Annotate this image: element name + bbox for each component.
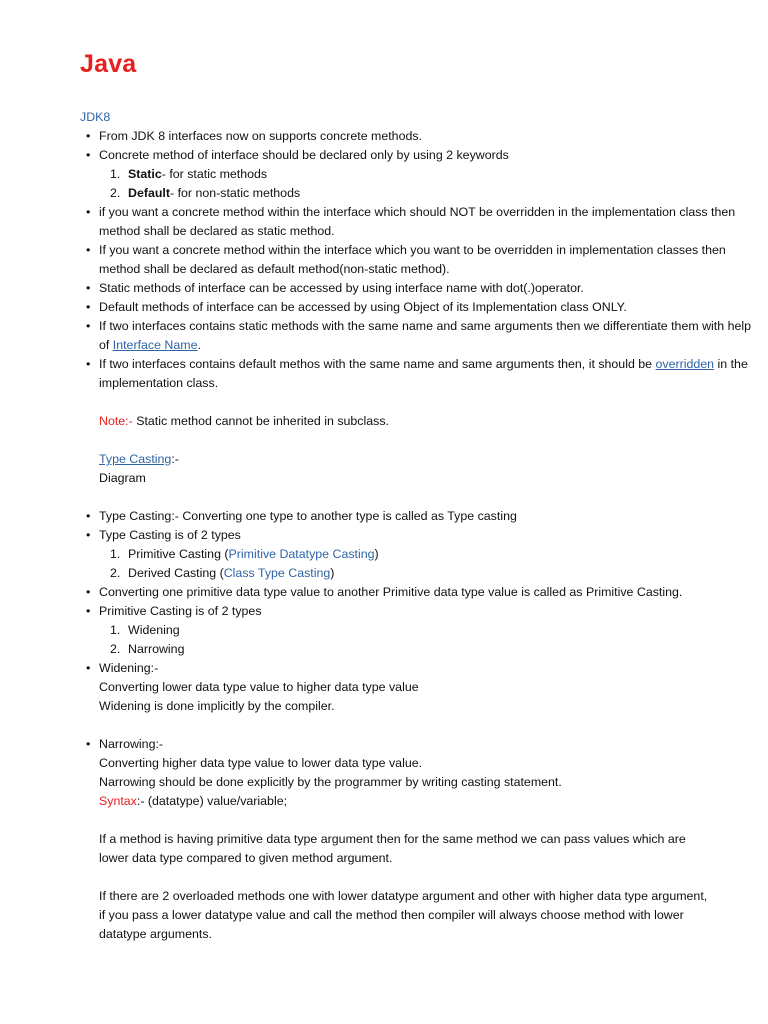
list-item xyxy=(80,355,764,393)
list-item: • Type Casting is of 2 types xyxy=(80,526,764,545)
note-label: Note:- xyxy=(99,414,133,428)
paragraph-line: datatype arguments. xyxy=(99,927,212,941)
paragraph-overloading xyxy=(80,887,764,944)
spacer xyxy=(80,488,764,507)
widening-heading: • Widening:- xyxy=(99,661,159,675)
widening-line: Converting lower data type value to higher data type value xyxy=(99,680,419,694)
list-item: • Default methods of interface can be accessed by using Object of its Implementation class ONLY. xyxy=(80,298,764,317)
heading-suffix: :- xyxy=(171,452,179,466)
jdk8-list-a xyxy=(80,127,764,165)
item-text: ) xyxy=(374,547,379,561)
paragraph-line: If a method is having primitive data type argument then for the same method we can pass values which are xyxy=(99,832,686,846)
type-casting-link[interactable]: Type Casting xyxy=(99,452,172,466)
list-item: • If you want a concrete method within the interface which you want to be overridden in implementation classes then method shall be declared as default method(non-static method). xyxy=(80,241,764,279)
item-number: 1. xyxy=(110,167,121,181)
syntax-text: :- (datatype) value/variable; xyxy=(136,794,288,808)
item-number: 2. xyxy=(110,186,121,200)
widening-list xyxy=(80,659,764,716)
item-text: Widening xyxy=(128,623,180,637)
narrowing-line: Narrowing should be done explicitly by the programmer by writing casting statement. xyxy=(99,775,562,789)
list-item xyxy=(80,659,764,716)
spacer xyxy=(80,811,764,830)
item-text: ) xyxy=(330,566,335,580)
item-text: If two interfaces contains default methos with the same name and same arguments then, it should be xyxy=(99,357,656,371)
document-body xyxy=(80,108,764,944)
item-colored-text: Class Type Casting xyxy=(223,566,331,580)
diagram-label: Diagram xyxy=(99,471,146,485)
list-item: • Type Casting:- Converting one type to another type is called as Type casting xyxy=(80,507,764,526)
widening-line: Widening is done implicitly by the compiler. xyxy=(99,699,335,713)
type-casting-list xyxy=(80,507,764,545)
jdk8-list-b xyxy=(80,203,764,393)
spacer xyxy=(80,431,764,450)
keyword-desc: - for static methods xyxy=(161,167,268,181)
syntax-line xyxy=(99,792,764,811)
item-colored-text: Primitive Datatype Casting xyxy=(228,547,375,561)
overridden-link[interactable]: overridden xyxy=(655,357,715,371)
list-item xyxy=(80,165,764,184)
spacer xyxy=(80,393,764,412)
interface-name-link[interactable]: Interface Name xyxy=(112,338,198,352)
list-item xyxy=(80,317,764,355)
list-item: • Static methods of interface can be accessed by using interface name with dot(.)operator. xyxy=(80,279,764,298)
list-item: • if you want a concrete method within the interface which should NOT be overridden in the implementation class then method shall be declared as static method. xyxy=(80,203,764,241)
type-casting-heading xyxy=(80,450,764,469)
casting-types-list xyxy=(80,545,764,583)
paragraph-line: if you pass a lower datatype value and call the method then compiler will always choose method with lower xyxy=(99,908,684,922)
spacer xyxy=(80,868,764,887)
item-number: 1. xyxy=(110,547,121,561)
item-text: Derived Casting ( xyxy=(128,566,224,580)
list-item: • From JDK 8 interfaces now on supports concrete methods. xyxy=(80,127,764,146)
narrowing-heading: • Narrowing:- xyxy=(99,737,164,751)
primitive-types-list xyxy=(80,621,764,659)
list-item: • Primitive Casting is of 2 types xyxy=(80,602,764,621)
list-item xyxy=(80,621,764,640)
item-text: Narrowing xyxy=(128,642,185,656)
list-item xyxy=(80,640,764,659)
keyword-desc: - for non-static methods xyxy=(170,186,301,200)
list-item xyxy=(80,735,764,811)
list-item xyxy=(80,545,764,564)
keyword-list xyxy=(80,165,764,203)
item-number: 2. xyxy=(110,566,121,580)
item-text: in the implementation class. xyxy=(99,357,748,390)
item-number: 1. xyxy=(110,623,121,637)
list-item xyxy=(80,184,764,203)
item-text: Primitive Casting ( xyxy=(128,547,229,561)
item-text: If two interfaces contains static methods with the same name and same arguments then we differentiate them with help of xyxy=(99,319,751,352)
list-item xyxy=(80,564,764,583)
list-item: • Concrete method of interface should be declared only by using 2 keywords xyxy=(80,146,764,165)
paragraph-line: lower data type compared to given method argument. xyxy=(99,851,393,865)
narrowing-list xyxy=(80,735,764,811)
note-line xyxy=(80,412,764,431)
item-text: . xyxy=(197,338,201,352)
narrowing-line: Converting higher data type value to lower data type value. xyxy=(99,756,423,770)
page-title: Java xyxy=(80,50,137,78)
paragraph-method-args xyxy=(80,830,764,868)
keyword-bold: Static xyxy=(128,167,162,181)
jdk8-heading: JDK8 xyxy=(80,110,111,124)
primitive-casting-list xyxy=(80,583,764,621)
keyword-bold: Default xyxy=(128,186,170,200)
note-text: Static method cannot be inherited in subclass. xyxy=(132,414,389,428)
syntax-label: Syntax xyxy=(99,794,137,808)
paragraph-line: If there are 2 overloaded methods one with lower datatype argument and other with higher data type argument, xyxy=(99,889,708,903)
item-number: 2. xyxy=(110,642,121,656)
list-item: • Converting one primitive data type value to another Primitive data type value is called as Primitive Casting. xyxy=(80,583,764,602)
spacer xyxy=(80,716,764,735)
